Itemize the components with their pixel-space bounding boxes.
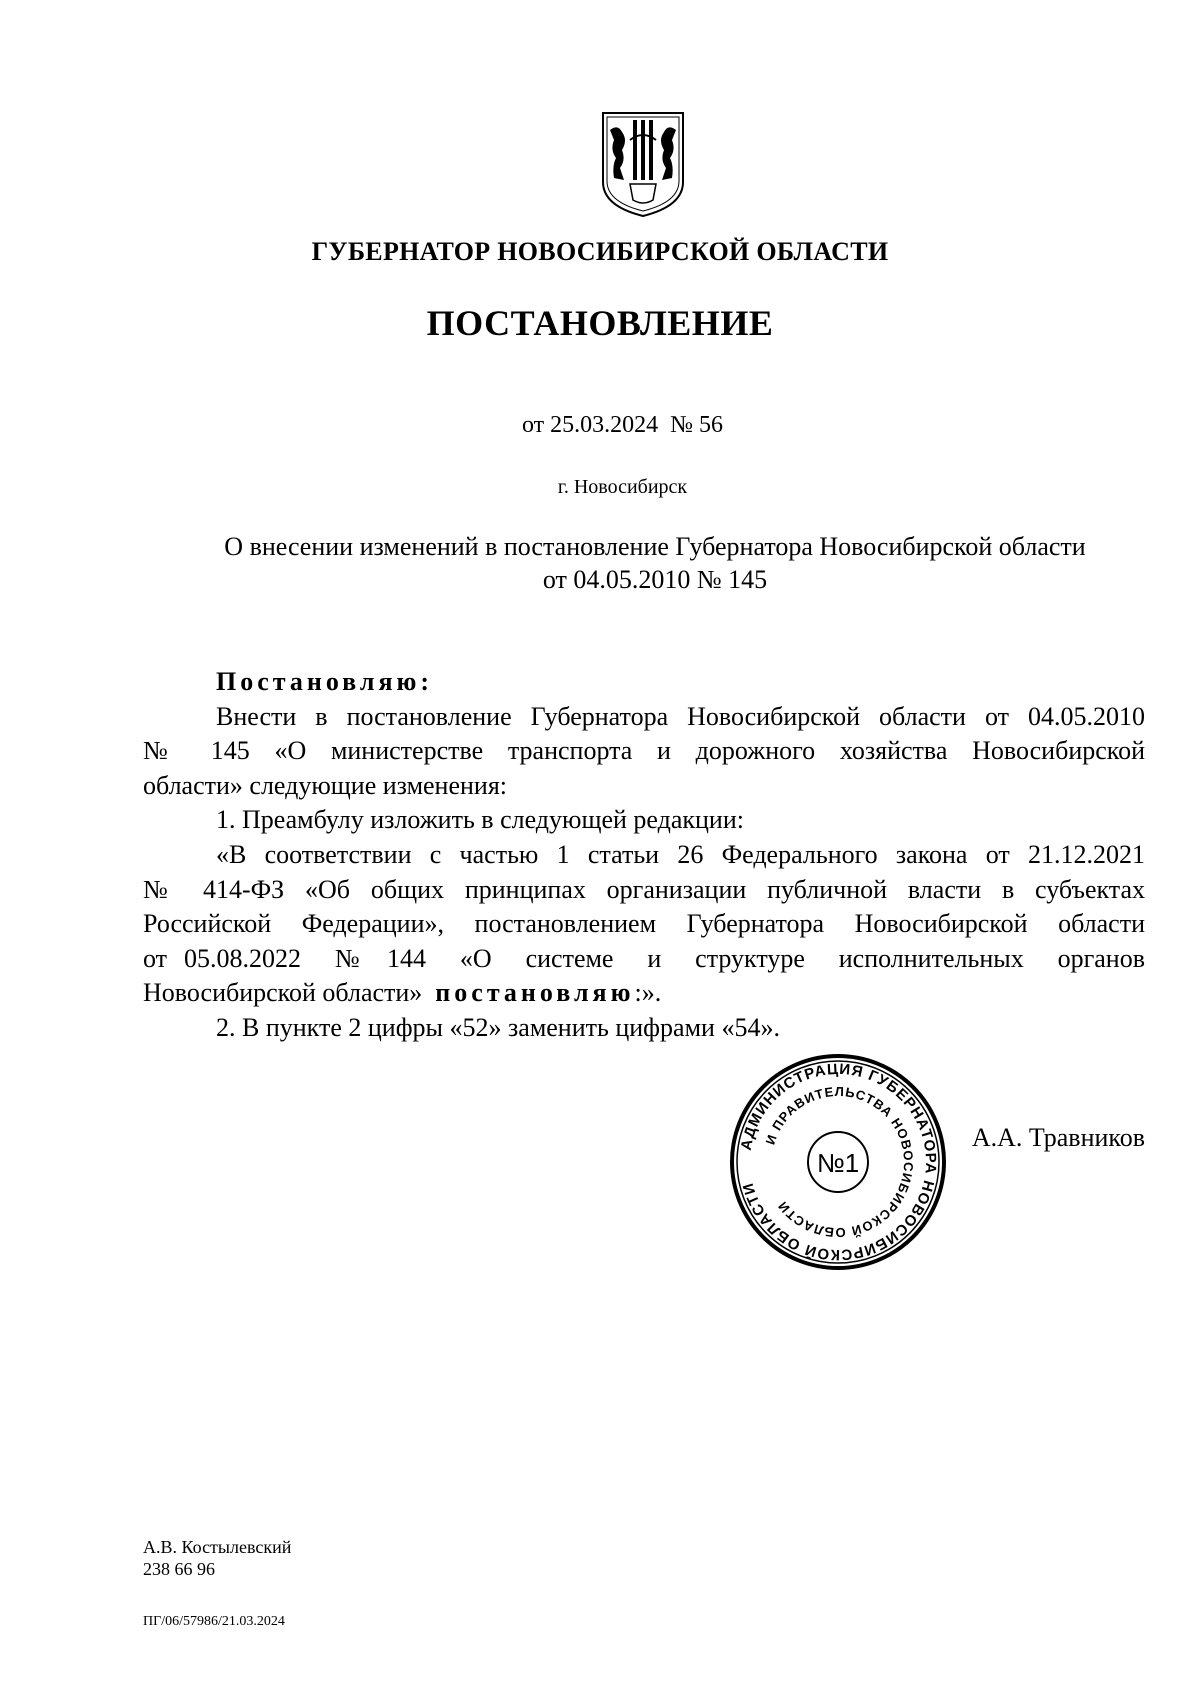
issuing-authority: ГУБЕРНАТОР НОВОСИБИРСКОЙ ОБЛАСТИ: [311, 237, 889, 266]
body-item: 1. Преамбулу изложить в следующей редакции:: [216, 805, 744, 835]
body-item: 2. В пункте 2 цифры «52» заменить цифрами «54».: [216, 1012, 780, 1042]
body-line: области» следующие изменения:: [143, 770, 508, 800]
executor-info: [143, 1536, 291, 1580]
document-reference: ПГ/06/57986/21.03.2024: [143, 1614, 285, 1629]
subject-line: от 04.05.2010 № 145: [542, 565, 768, 594]
seal-number: №1: [816, 1148, 860, 1178]
coat-of-arms-icon: [600, 110, 686, 218]
executor-name: А.В. Костылевский: [143, 1537, 292, 1557]
body-line: Новосибирской области» постановляю:».: [143, 978, 662, 1008]
executor-phone: 238 66 96: [143, 1559, 215, 1579]
body-line: Российской Федерации», постановлением Губернатора Новосибирской области: [143, 909, 1145, 939]
document-body: [143, 665, 1145, 1046]
official-seal: [728, 1052, 948, 1272]
document-type-title: ПОСТАНОВЛЕНИЕ: [426, 303, 774, 343]
subject-line: О внесении изменений в постановление Губернатора Новосибирской области: [224, 532, 1086, 561]
resolve-keyword: постановляю: [435, 978, 635, 1008]
signer-name: А.А. Травников: [971, 1123, 1145, 1152]
body-line: № 414-ФЗ «Об общих принципах организации публичной власти в субъектах: [143, 874, 1145, 904]
resolve-heading: Постановляю:: [216, 667, 434, 696]
body-line: № 145 «О министерстве транспорта и дорожного хозяйства Новосибирской: [143, 736, 1145, 766]
seal-outer-text: АДМИНИСТРАЦИЯ ГУБЕРНАТОРА НОВОСИБИРСКОЙ ОБЛАСТИ: [737, 1060, 940, 1264]
body-line: Внести в постановление Губернатора Новосибирской области от 04.05.2010: [216, 701, 1145, 731]
issue-city: г. Новосибирск: [557, 476, 688, 498]
body-line: «В соответствии с частью 1 статьи 26 Федерального закона от 21.12.2021: [216, 839, 1145, 869]
body-line: от 05.08.2022 № 144 «О системе и структуре исполнительных органов: [143, 943, 1145, 973]
seal-inner-text: И ПРАВИТЕЛЬСТВА НОВОСИБИРСКОЙ ОБЛАСТИ: [762, 1083, 917, 1241]
document-subject: [100, 530, 1190, 596]
document-date-number: от 25.03.2024 № 56: [521, 412, 724, 438]
